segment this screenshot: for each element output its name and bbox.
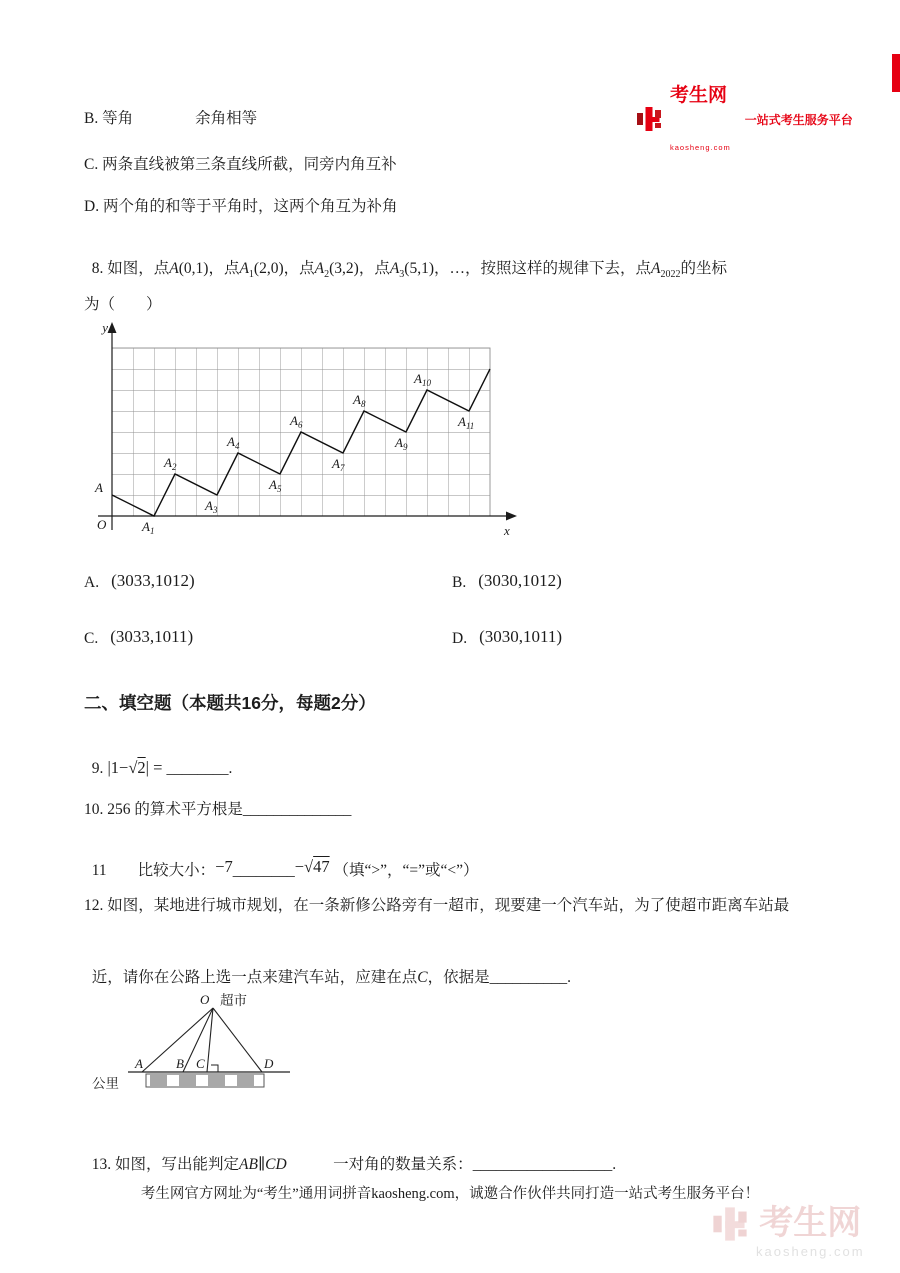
road-block <box>150 1074 167 1087</box>
q9-blank: ________. <box>166 760 233 777</box>
page-edge-accent <box>892 54 900 92</box>
label-a7: $A_7$ <box>332 456 345 473</box>
q8-var: A <box>239 260 249 277</box>
sqrt-icon: −√ <box>294 857 314 876</box>
watermark-brand: 考生网 <box>759 1204 862 1242</box>
q11-text: 11 比较大小： <box>91 862 216 879</box>
watermark-domain: kaosheng.com <box>756 1244 865 1259</box>
q8-option-a <box>84 572 195 592</box>
q8-figure <box>92 316 522 546</box>
page-footer <box>0 1182 900 1203</box>
q11-radicand: 47 <box>313 857 330 876</box>
brand-tagline: 一站式考生服务平台 <box>744 112 853 127</box>
option-value: (3033,1012) <box>111 571 195 590</box>
x-axis-arrow-icon <box>506 512 517 521</box>
q7-option-c <box>84 152 397 174</box>
label-o: O <box>200 992 210 1007</box>
label-a5: $A_5$ <box>269 477 282 494</box>
q7-option-b-text: B. 等角 余角相等 <box>84 110 258 127</box>
option-letter: A. <box>84 574 100 591</box>
label-a6: $A_6$ <box>290 413 303 430</box>
footer-text: 考生网官方网址为“考生”通用词拼音kaosheng.com，诚邀合作伙伴共同打造一站式考生服务平台！ <box>140 1186 760 1202</box>
q8-var-sub: 3 <box>399 269 405 281</box>
q8-option-c <box>84 628 193 648</box>
q8-var: A <box>314 260 325 277</box>
q12-figure <box>90 988 340 1100</box>
section-2-title <box>84 690 376 715</box>
q11-blank: ________ <box>232 862 295 879</box>
q9 <box>84 740 232 778</box>
road-block <box>208 1074 225 1087</box>
q12-line1 <box>84 893 824 915</box>
option-letter: D. <box>452 630 468 647</box>
q8-text: 的坐标 <box>680 260 727 277</box>
label-market: 超市 <box>220 993 247 1008</box>
q8-stem-line1 <box>84 238 824 280</box>
option-value: (3033,1011) <box>110 627 194 646</box>
q12-line2 <box>84 947 824 987</box>
q12-text: 近，请你在公路上选一点来建汽车站，应建在点 <box>91 969 418 986</box>
q12-point-c: C <box>417 969 428 986</box>
q8-var-sub: 2022 <box>660 269 681 281</box>
label-a10: $A_{10}$ <box>414 371 431 388</box>
q8-var: A <box>169 260 179 277</box>
q8-coord: (5,1) <box>404 260 434 277</box>
q8-text: ，…，按照这样的规律下去，点 <box>434 260 652 277</box>
brand-name: 考生网 <box>670 85 728 106</box>
y-axis-label: y <box>102 320 108 335</box>
q11-hint: （填“>”，“=”或“<”） <box>333 862 479 879</box>
q9-number: 9. <box>91 760 104 777</box>
q8-text: 如图，点 <box>103 260 170 277</box>
line-od <box>213 1008 262 1072</box>
label-a4: $A_4$ <box>227 434 240 451</box>
section-2-title-text: 二、填空题（本题共16分，每题2分） <box>84 693 376 713</box>
q13-blank: __________________. <box>472 1156 617 1173</box>
road-block <box>179 1074 196 1087</box>
q8-coord: (0,1) <box>178 260 209 277</box>
q8-var: A <box>651 260 661 277</box>
label-a: A <box>95 480 103 495</box>
q8-number: 8. <box>91 260 104 277</box>
watermark-text-block <box>756 1206 865 1259</box>
label-a9: $A_9$ <box>395 435 408 452</box>
label-a1: $A_1$ <box>142 519 155 536</box>
option-letter: C. <box>84 630 99 647</box>
q12-blank: __________ <box>489 969 568 986</box>
label-a: A <box>135 1056 143 1071</box>
label-d: D <box>264 1056 274 1071</box>
y-axis-arrow-icon <box>108 322 117 333</box>
x-axis-label: x <box>504 523 510 538</box>
q10 <box>84 797 351 819</box>
q12-text: . <box>567 969 571 986</box>
label-a8: $A_8$ <box>353 392 366 409</box>
q8-text: ，点 <box>358 260 390 277</box>
q13-gap <box>287 1156 334 1173</box>
q13-parallel-expression: AB∥CD <box>239 1156 287 1173</box>
q8-var: A <box>389 260 400 277</box>
q13-number: 13. <box>91 1156 112 1173</box>
site-logo <box>636 50 853 188</box>
option-letter: B. <box>452 574 467 591</box>
q13-text: 如图，写出能判定 <box>111 1156 240 1173</box>
kaosheng-logo-icon <box>636 106 662 132</box>
q8-coord: (3,2) <box>329 260 359 277</box>
watermark-logo-icon <box>712 1206 748 1242</box>
label-a2: $A_2$ <box>164 455 177 472</box>
q8-var-sub: 1 <box>248 269 254 281</box>
q10-text: 10. 256 的算术平方根是 <box>84 801 243 818</box>
label-c: C <box>196 1056 205 1071</box>
q12-text: ，依据是 <box>427 969 490 986</box>
q7-option-d-text: D. 两个角的和等于平角时，这两个角互为补角 <box>84 198 398 215</box>
q8-stem-line2 <box>84 292 162 314</box>
q10-blank: ______________ <box>242 801 352 818</box>
q7-option-b <box>84 106 257 128</box>
q9-radicand: 2 <box>137 758 146 777</box>
label-road: 公里 <box>92 1076 119 1091</box>
road-block <box>237 1074 254 1087</box>
q8-answer-parens: 为（ ） <box>84 296 162 313</box>
brand-domain: kaosheng.com <box>670 143 731 152</box>
q9-abs-close: | = <box>145 758 167 777</box>
watermark <box>712 1206 865 1259</box>
q8-option-d <box>452 628 562 648</box>
right-angle-icon <box>211 1065 218 1072</box>
label-a11: $A_{11}$ <box>458 414 475 431</box>
q7-option-c-text: C. 两条直线被第三条直线所截，同旁内角互补 <box>84 156 397 173</box>
q12-text: 12. 如图，某地进行城市规划，在一条新修公路旁有一超市，现要建一个汽车站，为了使超市距离车站最 <box>84 897 790 914</box>
q11-value1: −7 <box>215 857 233 876</box>
origin-label: O <box>97 517 107 532</box>
sqrt-icon: √ <box>128 758 138 777</box>
q13 <box>84 1134 824 1174</box>
q7-option-d <box>84 194 397 216</box>
q8-text: ，点 <box>208 260 240 277</box>
label-b: B <box>176 1056 184 1071</box>
q9-abs-open: |1− <box>107 758 129 777</box>
q13-text: 一对角的数量关系： <box>333 1156 473 1173</box>
label-a3: $A_3$ <box>205 498 218 515</box>
q8-text: ，点 <box>283 260 315 277</box>
q8-option-b <box>452 572 562 592</box>
q11 <box>84 840 479 880</box>
option-value: (3030,1012) <box>478 571 562 590</box>
q8-var-sub: 2 <box>324 269 330 281</box>
option-value: (3030,1011) <box>479 627 563 646</box>
logo-text-block <box>670 50 731 188</box>
q8-coord: (2,0) <box>253 260 284 277</box>
